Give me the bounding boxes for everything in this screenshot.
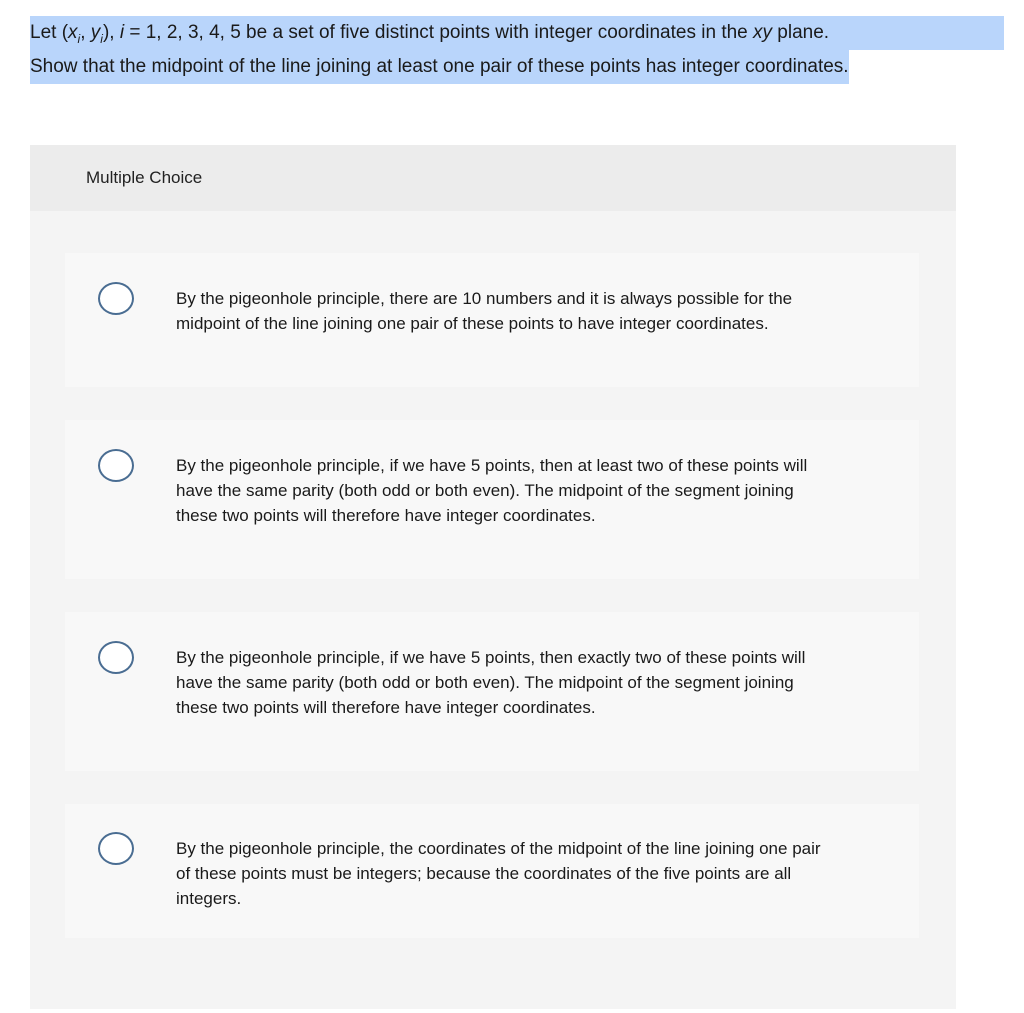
- answer-option-1[interactable]: [65, 253, 919, 387]
- question-line-2: Show that the midpoint of the line joining at least one pair of these points has integer coordinates.: [30, 50, 849, 84]
- answer-option-3[interactable]: [65, 612, 919, 771]
- question-line-1: Let ($x_i$, $y_i$), i = 1, 2, 3, 4, 5 be a set of five distinct points with integer coordinates in the xy plane.: [30, 16, 1004, 50]
- answer-option-text: By the pigeonhole principle, if we have 5 points, then at least two of these points will have the same parity (both odd or both even). The midpoint of the segment joining these two points will therefore have integer coordinates.: [176, 456, 808, 525]
- answer-option-text: By the pigeonhole principle, if we have 5 points, then exactly two of these points will have the same parity (both odd or both even). The midpoint of the segment joining these two points will therefore have integer coordinates.: [176, 648, 806, 717]
- radio-button-icon[interactable]: [98, 449, 134, 482]
- multiple-choice-card: [30, 145, 956, 1009]
- radio-button-icon[interactable]: [98, 832, 134, 865]
- question-text: [30, 16, 1010, 84]
- options-list: [30, 211, 956, 1009]
- radio-button-icon[interactable]: [98, 641, 134, 674]
- answer-option-4[interactable]: [65, 804, 919, 938]
- multiple-choice-header: Multiple Choice: [30, 145, 956, 211]
- answer-option-text: By the pigeonhole principle, the coordinates of the midpoint of the line joining one pair of these points must be integers; because the coordinates of the five points are all integers.: [176, 839, 821, 908]
- answer-option-2[interactable]: [65, 420, 919, 579]
- answer-option-text: By the pigeonhole principle, there are 10 numbers and it is always possible for the midpoint of the line joining one pair of these points to have integer coordinates.: [176, 289, 793, 333]
- radio-button-icon[interactable]: [98, 282, 134, 315]
